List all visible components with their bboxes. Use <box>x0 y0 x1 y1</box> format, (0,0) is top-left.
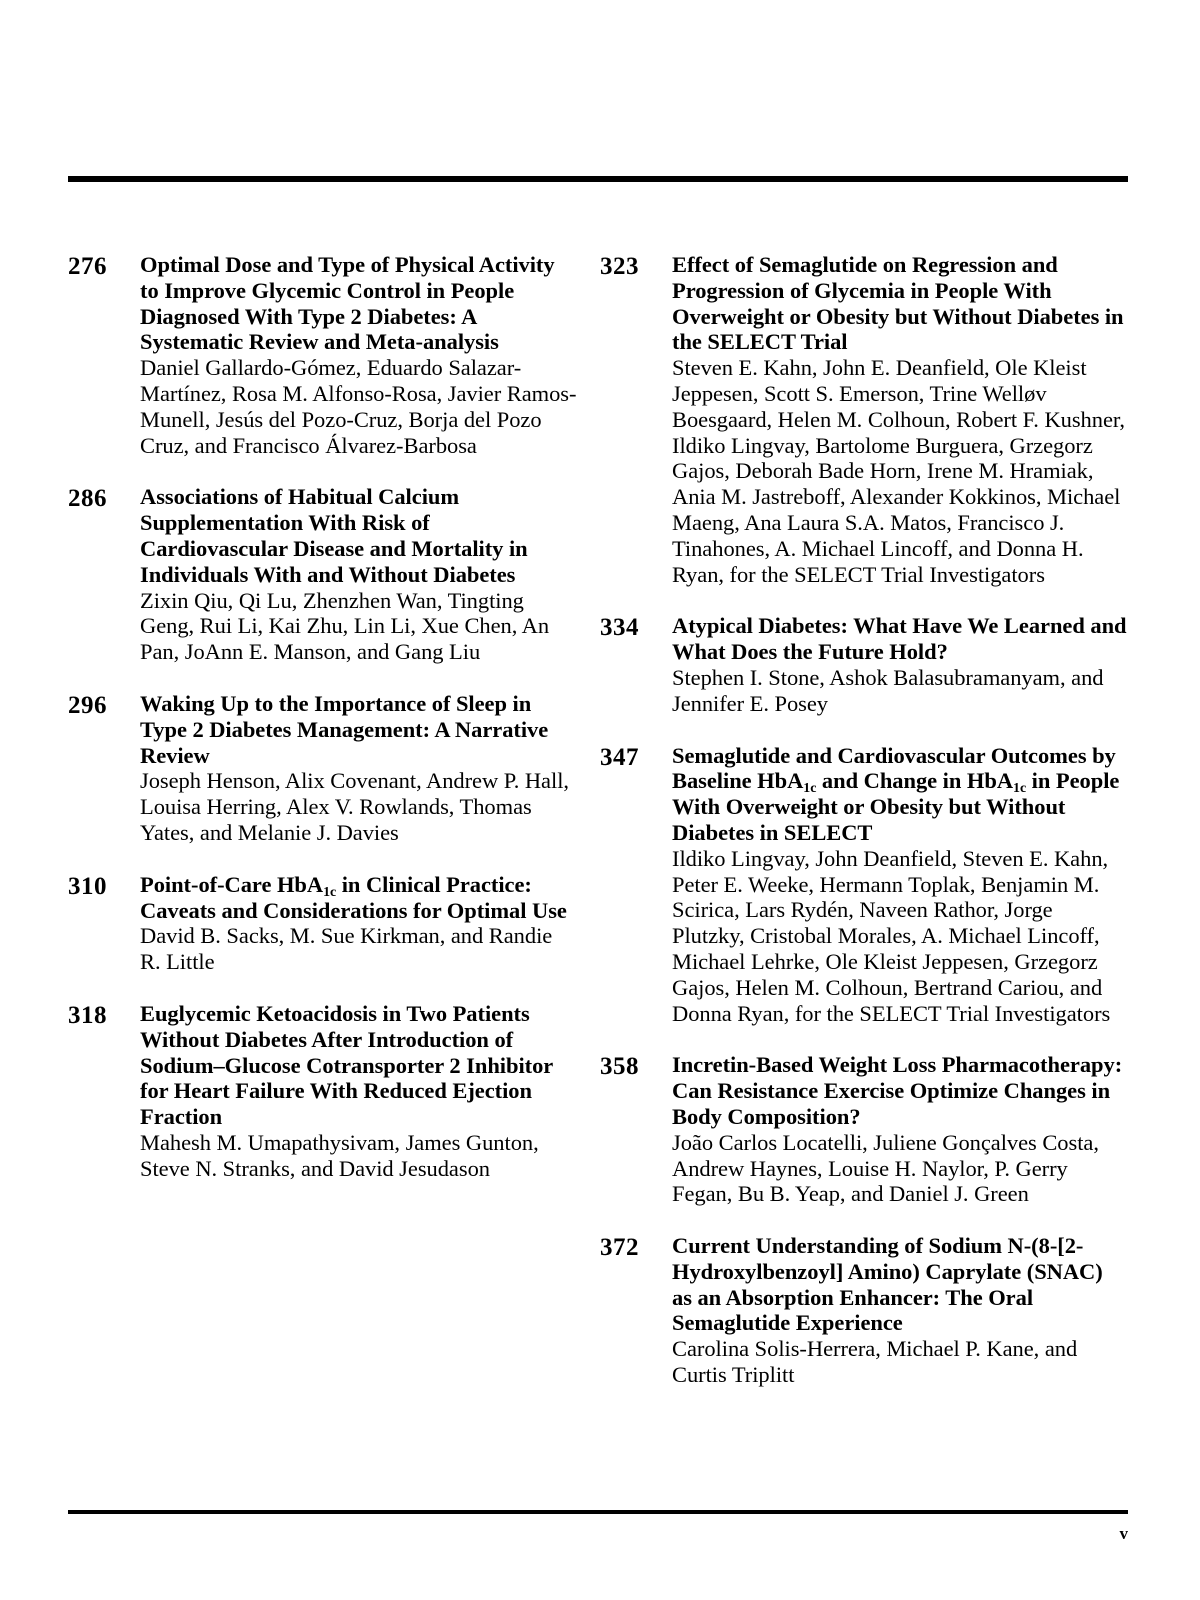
toc-entry-body <box>140 872 578 975</box>
toc-entry-title: Optimal Dose and Type of Physical Activity to Improve Glycemic Control in People Diagnosed With Type 2 Diabetes: A Systematic Review and Meta-analysis <box>140 252 555 355</box>
toc-entry-title: Current Understanding of Sodium N-(8-[2-Hydroxylbenzoyl] Amino) Caprylate (SNAC) as an Absorption Enhancer: The Oral Semaglutide Experience <box>672 1233 1103 1336</box>
toc-entry-title: Incretin-Based Weight Loss Pharmacotherapy: Can Resistance Exercise Optimize Changes in Body Composition? <box>672 1052 1123 1129</box>
toc-entry-authors: Mahesh M. Umapathysivam, James Gunton, Steve N. Stranks, and David Jesudason <box>140 1129 539 1181</box>
page-folio: v <box>1119 1524 1128 1543</box>
toc-entry-title: Atypical Diabetes: What Have We Learned and What Does the Future Hold? <box>672 613 1127 665</box>
toc-entry-body <box>672 613 1128 716</box>
toc-entry-body <box>672 252 1128 587</box>
toc-entry[interactable] <box>600 1233 1128 1388</box>
toc-entry-authors: Steven E. Kahn, John E. Deanfield, Ole Kleist Jeppesen, Scott S. Emerson, Trine Welløv Boesgaard, Helen M. Colhoun, Robert F. Kushner, Ildiko Lingvay, Bartolome Burguera, Grzegorz Gajos, Deborah Bade Horn, Irene M. Hramiak, Ania M. Jastreboff, Alexander Kokkinos, Michael Maeng, Ana Laura S.A. Matos, Francisco J. Tinahones, A. Michael Lincoff, and Donna H. Ryan, for the SELECT Trial Investigators <box>672 355 1126 587</box>
toc-entry-title: Semaglutide and Cardiovascular Outcomes by Baseline HbA$_{1c}$ and Change in HbA$_{1c}$ in People With Overweight or Obesity but Without Diabetes in SELECT <box>672 742 1120 845</box>
toc-entry-authors: Carolina Solis-Herrera, Michael P. Kane, and Curtis Triplitt <box>672 1336 1078 1388</box>
toc-entry-page-number: 318 <box>68 1001 107 1029</box>
toc-entry-title: Point-of-Care HbA$_{1c}$ in Clinical Practice: Caveats and Considerations for Optimal Use <box>140 871 567 923</box>
toc-entry-authors: João Carlos Locatelli, Juliene Gonçalves Costa, Andrew Haynes, Louise H. Naylor, P. Gerry Fegan, Bu B. Yeap, and Daniel J. Green <box>672 1129 1099 1207</box>
toc-entry-authors: Joseph Henson, Alix Covenant, Andrew P. Hall, Louisa Herring, Alex V. Rowlands, Thomas Yates, and Melanie J. Davies <box>140 768 569 845</box>
footer-rule <box>68 1510 1128 1514</box>
toc-entry-body <box>140 484 578 665</box>
toc-column-left <box>68 252 578 1208</box>
toc-entry-authors: Stephen I. Stone, Ashok Balasubramanyam, and Jennifer E. Posey <box>672 664 1104 716</box>
toc-entry-title: Associations of Habitual Calcium Supplementation With Risk of Cardiovascular Disease and Mortality in Individuals With and Without Diabetes <box>140 484 528 587</box>
toc-entry[interactable] <box>68 691 578 846</box>
toc-entry[interactable] <box>68 252 578 458</box>
toc-entry-page-number: 286 <box>68 485 107 513</box>
toc-entry-page-number: 358 <box>600 1053 639 1081</box>
toc-entry[interactable] <box>68 872 578 975</box>
toc-entry-page-number: 310 <box>68 872 107 900</box>
toc-entry-body <box>140 691 578 846</box>
toc-entry[interactable] <box>68 1001 578 1182</box>
toc-column-right <box>600 252 1128 1414</box>
toc-entry-page-number: 372 <box>600 1234 639 1262</box>
toc-entry-authors: Ildiko Lingvay, John Deanfield, Steven E. Kahn, Peter E. Weeke, Hermann Toplak, Benjamin M. Scirica, Lars Rydén, Naveen Rathor, Jorge Plutzky, Cristobal Morales, A. Michael Lincoff, Michael Lehrke, Ole Kleist Jeppesen, Grzegorz Gajos, Helen M. Colhoun, Bertrand Cariou, and Donna Ryan, for the SELECT Trial Investigators <box>672 845 1111 1026</box>
toc-entry[interactable] <box>600 252 1128 587</box>
toc-entry-authors: Zixin Qiu, Qi Lu, Zhenzhen Wan, Tingting Geng, Rui Li, Kai Zhu, Lin Li, Xue Chen, An Pan, JoAnn E. Manson, and Gang Liu <box>140 587 550 665</box>
toc-entry-page-number: 296 <box>68 691 107 719</box>
toc-entry-body <box>140 1001 578 1182</box>
toc-entry[interactable] <box>600 613 1128 716</box>
toc-entry-page-number: 276 <box>68 253 107 280</box>
toc-entry[interactable] <box>600 1052 1128 1207</box>
toc-entry-body <box>140 252 578 458</box>
toc-entry-page-number: 323 <box>600 253 639 280</box>
toc-entry-title: Waking Up to the Importance of Sleep in Type 2 Diabetes Management: A Narrative Review <box>140 690 549 768</box>
toc-entry-title: Effect of Semaglutide on Regression and Progression of Glycemia in People With Overweight or Obesity but Without Diabetes in the SELECT Trial <box>672 252 1124 355</box>
toc-entry-authors: David B. Sacks, M. Sue Kirkman, and Randie R. Little <box>140 923 553 975</box>
toc-entry-body <box>672 1233 1128 1388</box>
toc-entry-body <box>672 1052 1128 1207</box>
toc-entry[interactable] <box>600 743 1128 1027</box>
header-rule <box>68 176 1128 182</box>
toc-entry-body <box>672 743 1128 1027</box>
toc-entry-page-number: 347 <box>600 743 639 771</box>
toc-entry-authors: Daniel Gallardo-Gómez, Eduardo Salazar-Martínez, Rosa M. Alfonso-Rosa, Javier Ramos-Munell, Jesús del Pozo-Cruz, Borja del Pozo Cruz, and Francisco Álvarez-Barbosa <box>140 355 577 458</box>
toc-entry-page-number: 334 <box>600 614 639 642</box>
toc-entry[interactable] <box>68 484 578 665</box>
toc-entry-title: Euglycemic Ketoacidosis in Two Patients Without Diabetes After Introduction of Sodium–Glucose Cotransporter 2 Inhibitor for Heart Failure With Reduced Ejection Fraction <box>140 1000 553 1130</box>
